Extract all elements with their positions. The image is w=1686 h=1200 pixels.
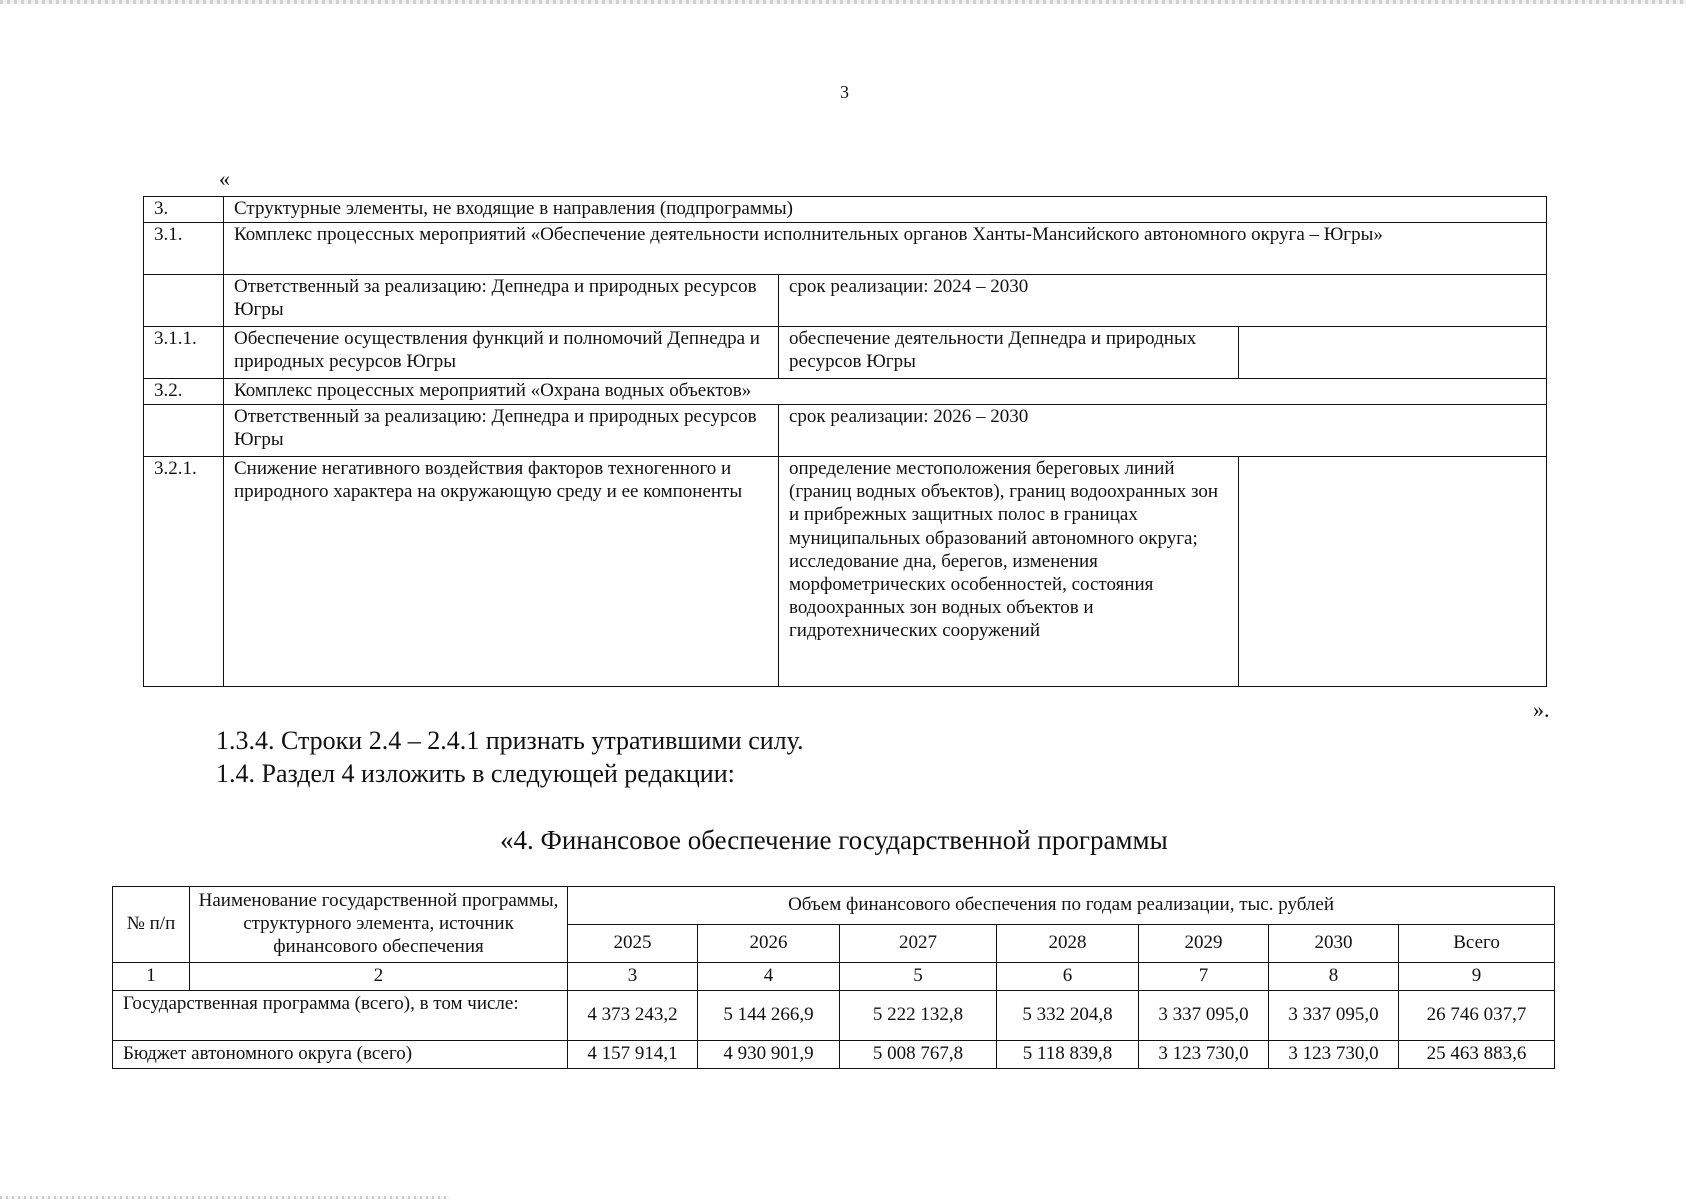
value-cell: 5 144 266,9 xyxy=(698,990,840,1040)
term-cell: срок реализации: 2024 – 2030 xyxy=(779,275,1547,327)
year-header: 2028 xyxy=(997,925,1139,963)
table-row xyxy=(144,457,1547,687)
value-cell: 4 157 914,1 xyxy=(568,1040,698,1068)
col-header-number: № п/п xyxy=(113,887,190,963)
value-cell: 3 123 730,0 xyxy=(1139,1040,1269,1068)
index-cell: 3 xyxy=(568,963,698,991)
table-row xyxy=(144,223,1547,275)
value-cell: 4 930 901,9 xyxy=(698,1040,840,1068)
table-row xyxy=(144,197,1547,223)
col-header-name: Наименование государственной программы, структурного элемента, источник финансового обеспечения xyxy=(190,887,568,963)
value-cell: 5 222 132,8 xyxy=(840,990,997,1040)
index-cell: 1 xyxy=(113,963,190,991)
value-cell: 25 463 883,6 xyxy=(1399,1040,1555,1068)
section-heading: «4. Финансовое обеспечение государственной программы xyxy=(500,825,1168,855)
task-cell: Снижение негативного воздействия факторов техногенного и природного характера на окружающую среду и ее компоненты xyxy=(224,457,779,687)
value-cell: 26 746 037,7 xyxy=(1399,990,1555,1040)
value-cell: 4 373 243,2 xyxy=(568,990,698,1040)
index-row xyxy=(113,963,1555,991)
index-cell: 8 xyxy=(1269,963,1399,991)
extra-cell xyxy=(1239,327,1547,379)
index-cell: 7 xyxy=(1139,963,1269,991)
index-cell: 2 xyxy=(190,963,568,991)
year-header: 2029 xyxy=(1139,925,1269,963)
index-cell: 4 xyxy=(698,963,840,991)
financing-table xyxy=(112,886,1555,1069)
year-header: 2030 xyxy=(1269,925,1399,963)
opening-quote: « xyxy=(219,166,230,191)
col-header-volume: Объем финансового обеспечения по годам реализации, тыс. рублей xyxy=(568,887,1555,925)
header-row xyxy=(113,887,1555,925)
page-number: 3 xyxy=(840,82,849,102)
result-cell: обеспечение деятельности Депнедра и природных ресурсов Югры xyxy=(779,327,1239,379)
scan-artifact-bottom xyxy=(0,1196,450,1199)
table-row xyxy=(144,379,1547,405)
paragraph-1: 1.3.4. Строки 2.4 – 2.4.1 признать утратившими силу. xyxy=(216,726,804,755)
term-cell: срок реализации: 2026 – 2030 xyxy=(779,405,1547,457)
year-header: 2026 xyxy=(698,925,840,963)
table-row xyxy=(144,275,1547,327)
task-cell: Обеспечение осуществления функций и полномочий Депнедра и природных ресурсов Югры xyxy=(224,327,779,379)
value-cell: 3 123 730,0 xyxy=(1269,1040,1399,1068)
row-name: Бюджет автономного округа (всего) xyxy=(113,1040,568,1068)
index-cell: 5 xyxy=(840,963,997,991)
paragraph-2: 1.4. Раздел 4 изложить в следующей редакции: xyxy=(216,759,735,788)
index-cell: 6 xyxy=(997,963,1139,991)
total-header: Всего xyxy=(1399,925,1555,963)
row-number xyxy=(144,405,224,457)
value-cell: 3 337 095,0 xyxy=(1269,990,1399,1040)
result-cell: определение местоположения береговых линий (границ водных объектов), границ водоохранных зон и прибрежных защитных полос в границах муниципальных образований автономного округа; исследование дна, берегов, изменения морфометрических особенностей, состояния водоохранных зон водных объектов и гидротехнических сооружений xyxy=(779,457,1239,687)
index-cell: 9 xyxy=(1399,963,1555,991)
row-number: 3.2.1. xyxy=(144,457,224,687)
row-text: Комплекс процессных мероприятий «Охрана водных объектов» xyxy=(224,379,1547,405)
year-header: 2027 xyxy=(840,925,997,963)
row-text: Структурные элементы, не входящие в направления (подпрограммы) xyxy=(224,197,1547,223)
row-name: Государственная программа (всего), в том числе: xyxy=(113,990,568,1040)
row-number: 3.1.1. xyxy=(144,327,224,379)
responsible-cell: Ответственный за реализацию: Депнедра и природных ресурсов Югры xyxy=(224,405,779,457)
row-text: Комплекс процессных мероприятий «Обеспечение деятельности исполнительных органов Ханты-Мансийского автономного округа – Югры» xyxy=(224,223,1547,275)
closing-quote: ». xyxy=(1533,697,1550,722)
value-cell: 5 118 839,8 xyxy=(997,1040,1139,1068)
responsible-cell: Ответственный за реализацию: Депнедра и природных ресурсов Югры xyxy=(224,275,779,327)
table-row xyxy=(113,1040,1555,1068)
structural-elements-table xyxy=(143,196,1547,687)
value-cell: 5 008 767,8 xyxy=(840,1040,997,1068)
row-number: 3.2. xyxy=(144,379,224,405)
year-header: 2025 xyxy=(568,925,698,963)
scan-artifact-top xyxy=(0,0,1686,4)
value-cell: 5 332 204,8 xyxy=(997,990,1139,1040)
row-number: 3. xyxy=(144,197,224,223)
table-row xyxy=(144,405,1547,457)
value-cell: 3 337 095,0 xyxy=(1139,990,1269,1040)
row-number: 3.1. xyxy=(144,223,224,275)
table-row xyxy=(113,990,1555,1040)
table-row xyxy=(144,327,1547,379)
row-number xyxy=(144,275,224,327)
extra-cell xyxy=(1239,457,1547,687)
